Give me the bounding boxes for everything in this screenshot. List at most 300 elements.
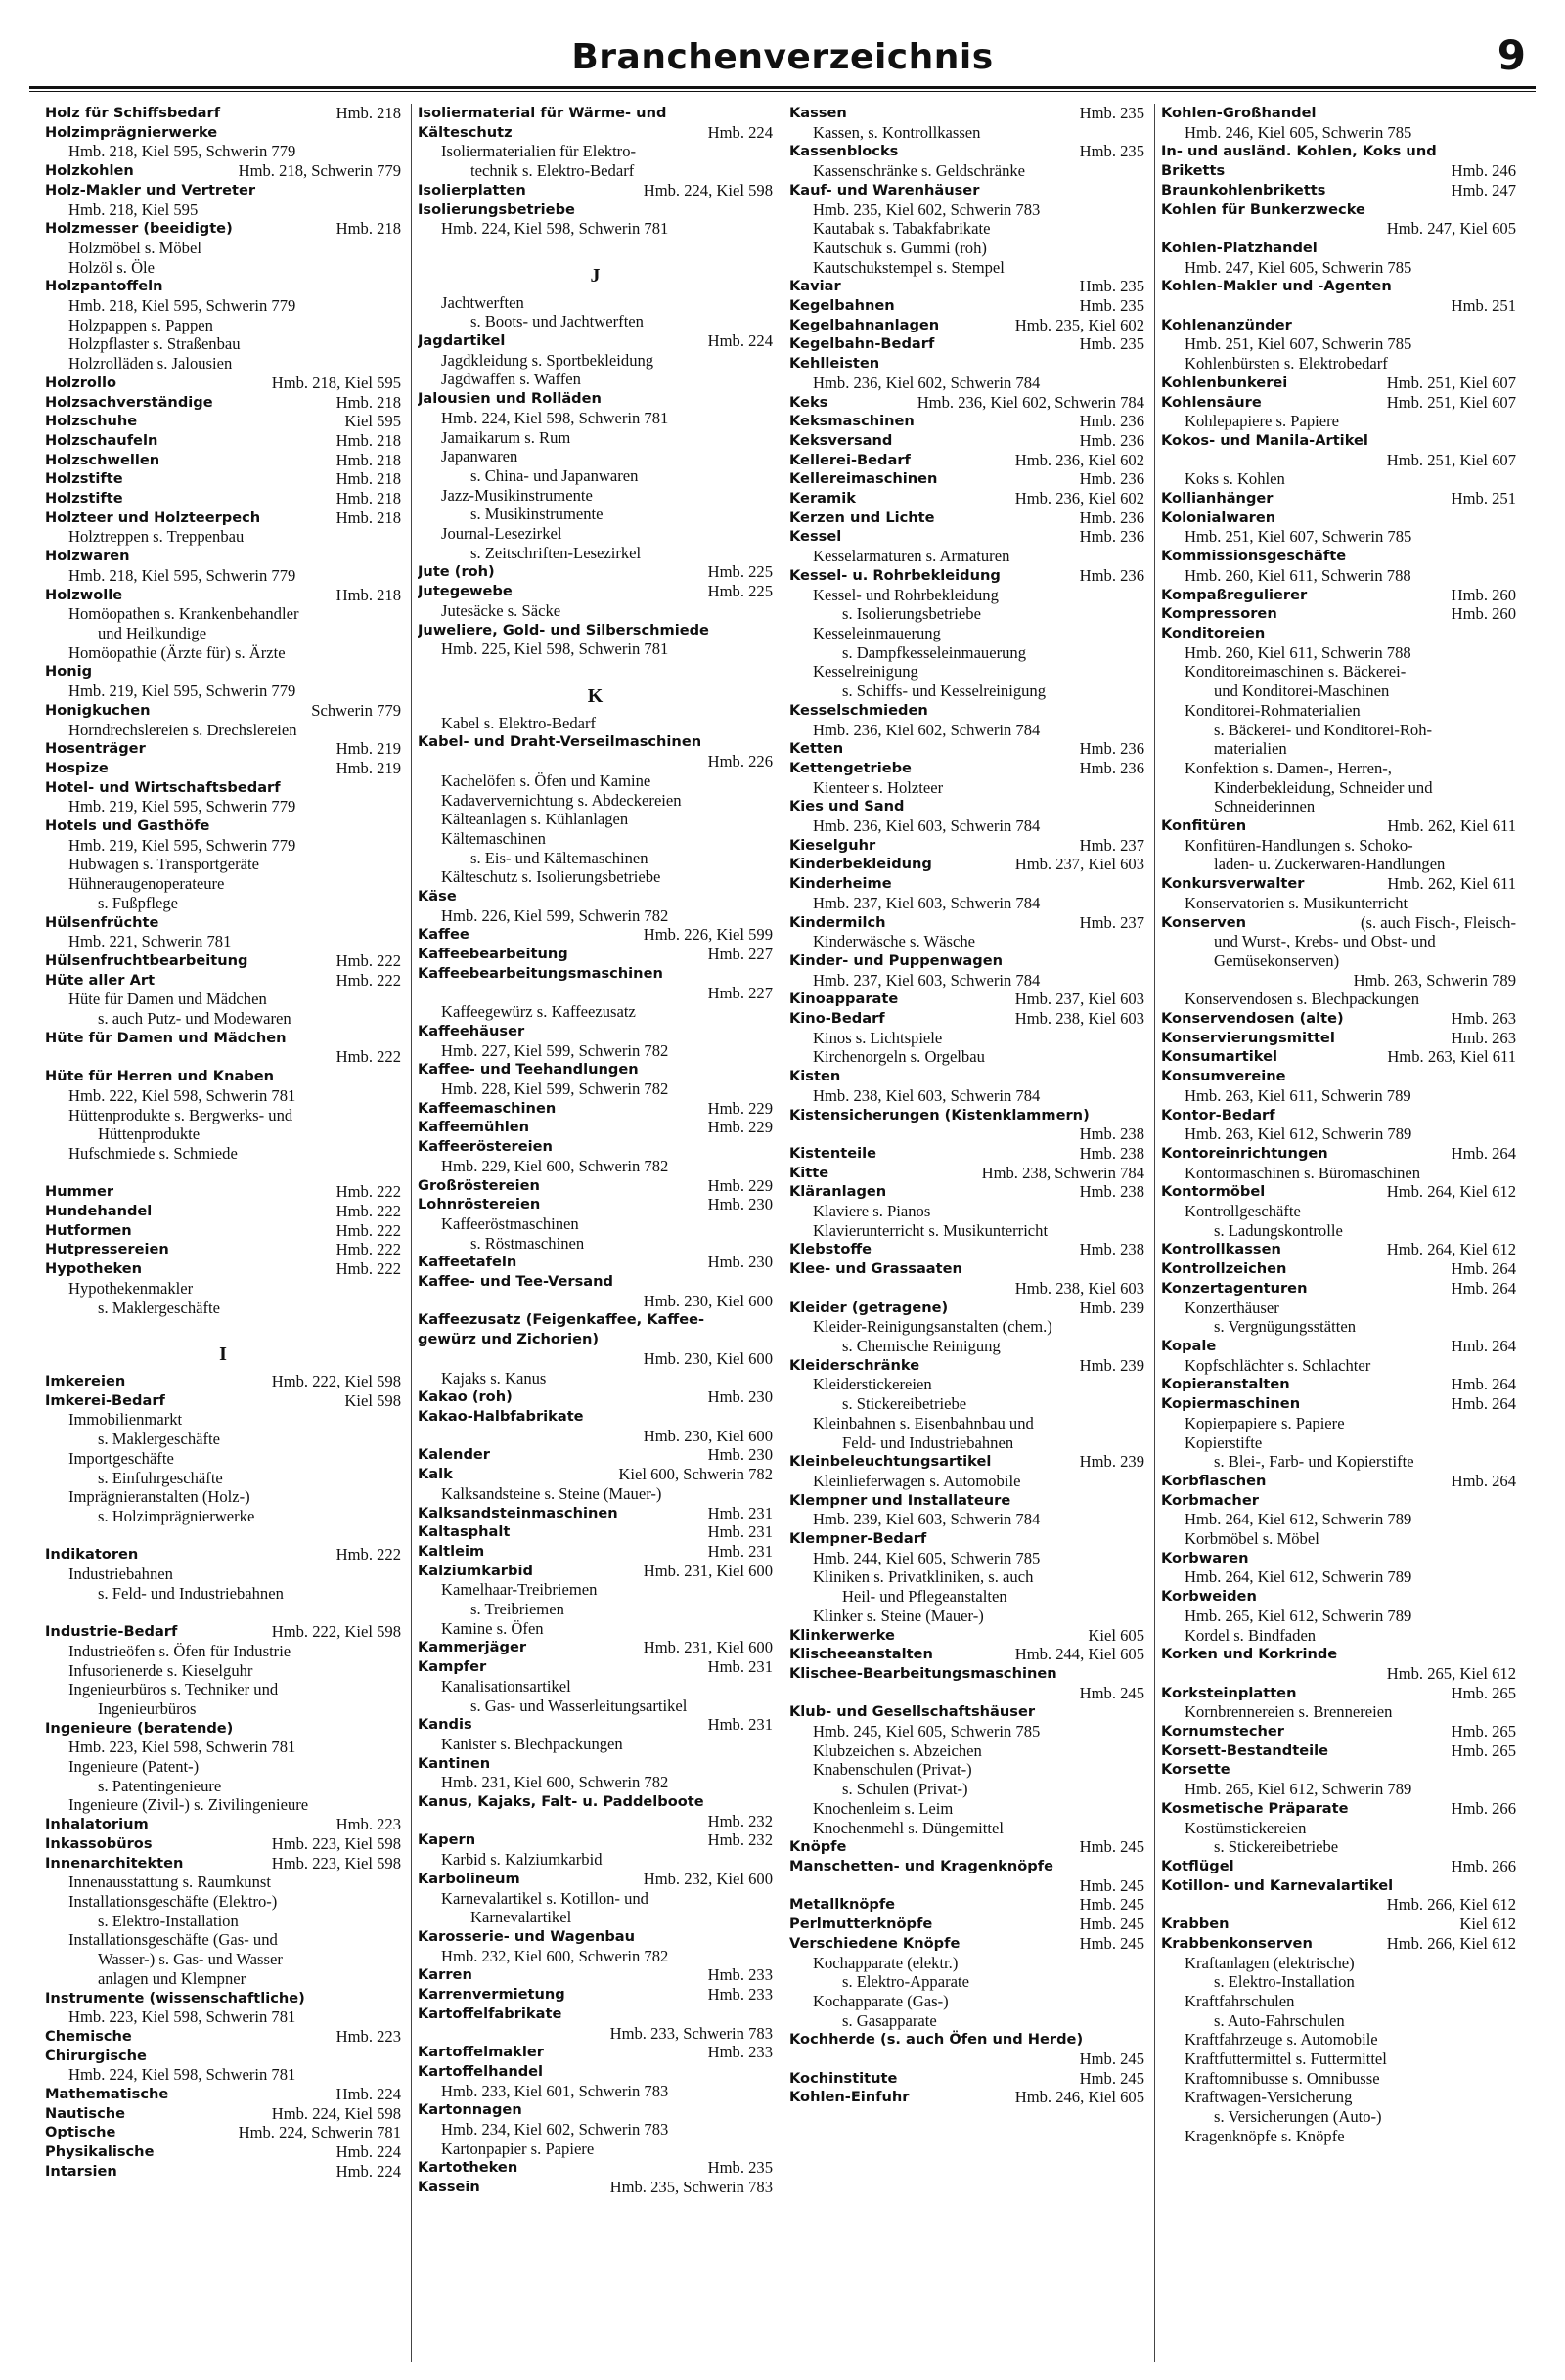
entry-text: Kantinen [418, 1754, 491, 1772]
entry-line [418, 810, 773, 829]
entry-line [789, 1202, 1144, 1221]
entry-line [418, 867, 773, 887]
entry-line [418, 1697, 773, 1716]
entry-line [789, 1086, 1144, 1106]
entry-line [45, 721, 401, 740]
entry-reference: Hmb. 232, Kiel 600 [643, 1869, 773, 1888]
entry-text: Hmb. 235, Kiel 602, Schwerin 783 [813, 199, 1041, 219]
entry-text: Hutpressereien [45, 1241, 169, 1258]
entry-line [1161, 1164, 1516, 1183]
entry-text: Kontoreinrichtungen [1161, 1144, 1328, 1162]
entry-line [418, 1234, 773, 1254]
entry-heading [1161, 1934, 1516, 1954]
entry-heading [45, 451, 401, 470]
entry-line [418, 1369, 773, 1388]
entry-text: Kleiderstickereien [813, 1375, 932, 1394]
entry-line [789, 1375, 1144, 1394]
entry-text: Chirurgische [45, 2047, 147, 2064]
entry-text: Installationsgeschäfte (Elektro-) [68, 1891, 278, 1911]
entry-text: Briketts [1161, 162, 1226, 180]
entry-heading [1161, 1375, 1516, 1394]
column-1 [39, 104, 411, 2362]
entry-heading [789, 1491, 1144, 1511]
entry-line [45, 1507, 401, 1526]
entry-text: Kaffeemaschinen [418, 1099, 557, 1117]
entry-text: Ingenieurbüros s. Techniker und [68, 1680, 279, 1699]
entry-line [418, 829, 773, 849]
entry-text: Korsett-Bestandteile [1161, 1741, 1329, 1759]
entry-text: Infusorienerde s. Kieselguhr [68, 1660, 253, 1680]
entry-text: Nautische [45, 2104, 126, 2122]
entry-text: Jachtwerften [441, 292, 524, 312]
entry-heading [45, 104, 401, 123]
entry-heading [45, 586, 401, 605]
entry-text: I [219, 1344, 227, 1365]
entry-reference: Hmb. 238 [1079, 1240, 1144, 1259]
entry-text: Hmb. 218, Kiel 595, Schwerin 779 [68, 142, 296, 161]
entry-text: Holzpappen s. Pappen [68, 315, 213, 334]
entry-heading [418, 1965, 773, 1985]
entry-text: s. Elektro-Installation [1214, 1972, 1355, 1992]
entry-line [789, 1567, 1144, 1587]
entry-heading [789, 1895, 1144, 1915]
entry-line [789, 662, 1144, 682]
entry-text: Kistenteile [789, 1144, 877, 1162]
entry-reference: Hmb. 247 [1451, 180, 1516, 199]
entry-text: Hosenträger [45, 740, 146, 758]
entry-heading [789, 874, 1144, 894]
entry-heading [45, 1029, 401, 1048]
entry-text: Holzwolle [45, 586, 123, 603]
entry-text: s. Bäckerei- und Konditorei-Roh- [1214, 720, 1433, 739]
entry-line [418, 771, 773, 791]
entry-line [45, 1487, 401, 1507]
entry-text: Honig [45, 663, 93, 681]
entry-heading [418, 1195, 773, 1214]
entry-text: Journal-Lesezirkel [441, 524, 562, 544]
entry-heading [418, 1562, 773, 1581]
entry-heading [1161, 874, 1516, 894]
entry-text: Kessel- u. Rohrbekleidung [789, 566, 1001, 584]
entry-line [1161, 1607, 1516, 1626]
entry-heading [45, 1545, 401, 1565]
entry-text: Kellerei-Bedarf [789, 451, 911, 468]
entry-text: Karbid s. Kalziumkarbid [441, 1850, 603, 1870]
entry-line [789, 1394, 1144, 1414]
entry-heading [789, 1009, 1144, 1029]
entry-reference: Hmb. 260 [1451, 604, 1516, 624]
entry-reference: Hmb. 232 [707, 1830, 773, 1850]
entry-text: Hmb. 223, Kiel 598, Schwerin 781 [68, 1738, 296, 1757]
entry-text: Kotillon- und Karnevalartikel [1161, 1876, 1394, 1894]
blank-line [45, 1526, 401, 1546]
entry-line [45, 1950, 401, 1969]
entry-heading [1161, 181, 1516, 200]
entry-text: Hühneraugenoperateure [68, 874, 225, 894]
entry-line [45, 1661, 401, 1681]
entry-text: Hotel- und Wirtschaftsbedarf [45, 778, 281, 796]
entry-text: Kleinbahnen s. Eisenbahnbau und [813, 1413, 1034, 1432]
entry-line [789, 1047, 1144, 1067]
entry-text: Holzstifte [45, 490, 123, 507]
entry-reference: Hmb. 262, Kiel 611 [1387, 816, 1516, 836]
entry-heading [45, 1372, 401, 1391]
entry-text: Kalziumkarbid [418, 1562, 533, 1579]
entry-text: technik s. Elektro-Bedarf [470, 161, 635, 181]
entry-heading [418, 2100, 773, 2120]
entry-heading [1161, 816, 1516, 836]
entry-reference: Hmb. 238, Kiel 603 [1014, 1278, 1144, 1298]
entry-text: s. Röstmaschinen [470, 1233, 585, 1253]
entry-heading [418, 1388, 773, 1407]
entry-text: Korbwaren [1161, 1549, 1249, 1566]
entry-text: Kaltleim [418, 1542, 485, 1560]
entry-heading [418, 331, 773, 351]
entry-line [418, 1850, 773, 1870]
entry-heading [789, 1837, 1144, 1857]
entry-text: Indikatoren [45, 1546, 139, 1564]
entry-line [1161, 1567, 1516, 1587]
page-title: Branchenverzeichnis [571, 37, 994, 77]
entry-reference: Hmb. 232 [707, 1811, 773, 1830]
entry-text: Holzmesser (beeidigte) [45, 220, 233, 238]
entry-line [45, 1086, 401, 1106]
entry-reference: Hmb. 218 [335, 219, 401, 239]
entry-text: Kadaververnichtung s. Abdeckereien [441, 790, 682, 810]
entry-heading [789, 797, 1144, 816]
entry-heading [45, 1259, 401, 1279]
entry-text: Karnevalartikel s. Kotillon- und [441, 1888, 648, 1908]
entry-line [789, 1819, 1144, 1838]
entry-reference: Hmb. 222 [335, 1259, 401, 1279]
entry-heading [45, 1815, 401, 1834]
entry-line [1161, 1124, 1516, 1144]
entry-text: s. Ladungskontrolle [1214, 1220, 1343, 1240]
entry-heading [1161, 1549, 1516, 1568]
entry-line [1161, 2011, 1516, 2031]
entry-reference: Hmb. 263 [1451, 1009, 1516, 1029]
entry-heading [45, 759, 401, 778]
entry-reference: Hmb. 251, Kiel 607 [1386, 373, 1516, 392]
entry-line [45, 1777, 401, 1796]
entry-reference: Hmb. 238 [1079, 1143, 1144, 1163]
entry-line [789, 200, 1144, 220]
entry-text: Korken und Korkrinde [1161, 1646, 1338, 1663]
entry-heading [45, 951, 401, 971]
entry-reference: Kiel 598 [344, 1390, 401, 1410]
entry-line [789, 1549, 1144, 1568]
entry-text: Kohlen-Einfuhr [789, 2089, 910, 2106]
entry-text: Kinos s. Lichtspiele [813, 1028, 943, 1047]
entry-line [1161, 412, 1516, 431]
entry-text: Kabel- und Draht-Verseilmaschinen [418, 733, 702, 751]
entry-line [1161, 1202, 1516, 1221]
entry-reference: Hmb. 235 [707, 2158, 773, 2178]
entry-heading [418, 945, 773, 964]
entry-heading [789, 1164, 1144, 1183]
entry-reference: Hmb. 245 [1079, 2049, 1144, 2069]
entry-heading [45, 374, 401, 393]
entry-text: Verschiedene Knöpfe [789, 1934, 961, 1952]
entry-text: s. Eis- und Kältemaschinen [470, 848, 648, 867]
entry-text: Industrieöfen s. Öfen für Industrie [68, 1641, 291, 1660]
entry-reference: Hmb. 246, Kiel 605 [1014, 2088, 1144, 2107]
entry-line [418, 1080, 773, 1099]
entry-heading [789, 566, 1144, 586]
entry-reference: Hmb. 224 [707, 122, 773, 142]
entry-text: Konditoreimaschinen s. Bäckerei- [1185, 662, 1407, 682]
entry-line [45, 1449, 401, 1469]
entry-text: Kontor-Bedarf [1161, 1106, 1275, 1124]
entry-reference: Hmb. 236 [1079, 739, 1144, 759]
entry-reference: Hmb. 222 [335, 1047, 401, 1067]
entry-text: Kraftanlagen (elektrische) [1185, 1953, 1355, 1972]
entry-text: Hmb. 245, Kiel 605, Schwerin 785 [813, 1722, 1041, 1741]
entry-reference: Hmb. 236, Kiel 602, Schwerin 784 [917, 392, 1144, 412]
entry-heading [418, 1445, 773, 1465]
entry-line [45, 932, 401, 951]
entry-text: Klub- und Gesellschaftshäuser [789, 1703, 1036, 1721]
entry-heading [789, 1144, 1144, 1164]
entry-heading [45, 2027, 401, 2047]
blank-line [45, 1317, 401, 1337]
entry-text: s. Einfuhrgeschäfte [98, 1468, 223, 1487]
entry-line [1161, 527, 1516, 547]
entry-line [1161, 990, 1516, 1009]
entry-text: Kabel s. Elektro-Bedarf [441, 713, 597, 732]
entry-text: Hmb. 264, Kiel 612, Schwerin 789 [1185, 1510, 1412, 1529]
entry-reference: Hmb. 230 [707, 1253, 773, 1272]
entry-text: Kassen, s. Kontrollkassen [813, 122, 981, 142]
entry-heading [1161, 161, 1516, 181]
entry-text: Hummer [45, 1183, 114, 1201]
entry-line [45, 855, 401, 874]
entry-text: Hmb. 236, Kiel 602, Schwerin 784 [813, 720, 1041, 739]
entry-heading [789, 1529, 1144, 1549]
entry-text: s. Feld- und Industriebahnen [98, 1583, 284, 1603]
entry-text: Kaffeetafeln [418, 1254, 517, 1271]
entry-text: Kessel [789, 528, 842, 546]
entry-text: s. Schiffs- und Kesselreinigung [842, 682, 1047, 701]
entry-text: Kauf- und Warenhäuser [789, 181, 980, 198]
entry-text: Konditorei-Rohmaterialien [1185, 700, 1361, 720]
entry-text: Hmb. 229, Kiel 600, Schwerin 782 [441, 1156, 669, 1175]
entry-line [789, 721, 1144, 740]
entry-reference: Hmb. 229 [707, 1098, 773, 1118]
entry-heading [418, 925, 773, 945]
entry-line [45, 1795, 401, 1815]
entry-text: Jamaikarum s. Rum [441, 427, 571, 447]
entry-text: Koks s. Kohlen [1185, 469, 1285, 489]
entry-text: Isoliermaterial für Wärme- und [418, 105, 667, 121]
entry-heading [418, 2005, 773, 2024]
entry-text: Kautschuk s. Gummi (roh) [813, 238, 987, 257]
entry-reference: Hmb. 236 [1079, 527, 1144, 547]
entry-reference: Hmb. 260 [1451, 585, 1516, 604]
entry-text: Juweliere, Gold- und Silberschmiede [418, 621, 709, 639]
entry-text: Kapern [418, 1831, 476, 1849]
entry-line [789, 778, 1144, 798]
entry-text: Holzwaren [45, 548, 130, 565]
entry-text: Jagdartikel [418, 332, 506, 350]
entry-line [1161, 566, 1516, 586]
entry-reference: Hmb. 237 [1079, 835, 1144, 855]
entry-text: Kalksandsteine s. Steine (Mauer-) [441, 1483, 662, 1503]
entry-text: s. Elektro-Installation [98, 1911, 239, 1930]
entry-reference: Hmb. 222 [335, 1182, 401, 1202]
entry-line [45, 1144, 401, 1164]
entry-line [418, 1041, 773, 1061]
entry-line [1161, 1221, 1516, 1241]
entry-line [1161, 739, 1516, 759]
entry-reference: Hmb. 245 [1079, 1875, 1144, 1895]
entry-reference: Hmb. 226 [707, 752, 773, 771]
entry-text: Kassenschränke s. Geldschränke [813, 161, 1026, 181]
entry-line [418, 486, 773, 506]
entry-heading [789, 469, 1144, 489]
entry-heading [1161, 1106, 1516, 1125]
entry-text: Hmb. 238, Kiel 603, Schwerin 784 [813, 1085, 1041, 1105]
entry-heading [1161, 1684, 1516, 1703]
entry-text: Holzsachverständige [45, 393, 213, 411]
entry-line [418, 1812, 773, 1831]
entry-line [418, 428, 773, 448]
entry-text: Hmb. 237, Kiel 603, Schwerin 784 [813, 970, 1041, 990]
entry-line [418, 524, 773, 544]
entry-text: Konfitüren-Handlungen s. Schoko- [1185, 835, 1413, 855]
entry-reference: Hmb. 233 [707, 2043, 773, 2062]
entry-heading [789, 431, 1144, 451]
entry-text: s. Isolierungsbetriebe [842, 604, 981, 624]
entry-reference: Hmb. 264 [1451, 1259, 1516, 1279]
entry-line [789, 239, 1144, 258]
entry-text: Kochapparate (Gas-) [813, 1991, 949, 2010]
entry-text: Kornbrennereien s. Brennereien [1185, 1702, 1393, 1722]
entry-line [418, 1677, 773, 1697]
entry-line [418, 2139, 773, 2159]
entry-line [45, 200, 401, 220]
entry-text: Kostümstickereien [1185, 1818, 1307, 1837]
blank-line [45, 1164, 401, 1183]
entry-text: Kartoffelmakler [418, 2044, 544, 2061]
entry-heading [789, 2088, 1144, 2107]
entry-heading [1161, 1876, 1516, 1896]
entry-text: Kotflügel [1161, 1857, 1234, 1874]
entry-line [418, 293, 773, 313]
entry-text: Karnevalartikel [470, 1908, 572, 1927]
entry-text: Hmb. 228, Kiel 599, Schwerin 782 [441, 1080, 669, 1099]
entry-text: Kaffeegewürz s. Kaffeezusatz [441, 1002, 636, 1022]
entry-heading [789, 1915, 1144, 1934]
entry-heading [418, 2178, 773, 2197]
entry-line [45, 1430, 401, 1449]
entry-heading [418, 1870, 773, 1889]
entry-text: s. Blei-, Farb- und Kopierstifte [1214, 1452, 1414, 1472]
entry-heading [1161, 1067, 1516, 1086]
entry-line [789, 1029, 1144, 1048]
entry-line [1161, 643, 1516, 663]
entry-text: Optische [45, 2124, 116, 2141]
entry-text: Keksmaschinen [789, 413, 915, 430]
entry-reference: Hmb. 218 [335, 585, 401, 604]
entry-heading [418, 2062, 773, 2082]
entry-text: Korbweiden [1161, 1588, 1257, 1606]
entry-heading [418, 1253, 773, 1272]
entry-reference: Hmb. 235, Schwerin 783 [609, 2178, 773, 2197]
entry-text: Holzrolläden s. Jalousien [68, 354, 233, 374]
entry-text: Kanister s. Blechpackungen [441, 1734, 623, 1753]
entry-text: Ingenieure (beratende) [45, 1719, 234, 1737]
entry-text: Kordel s. Bindfaden [1185, 1625, 1317, 1645]
entry-heading [45, 1240, 401, 1259]
entry-text: Kälteanlagen s. Kühlanlagen [441, 810, 629, 829]
entry-line [45, 1873, 401, 1892]
entry-heading [418, 1176, 773, 1196]
entry-text: s. Vergnügungsstätten [1214, 1317, 1357, 1337]
entry-line [45, 1757, 401, 1777]
entry-heading [45, 2085, 401, 2104]
entry-reference: Hmb. 263, Kiel 611 [1387, 1047, 1516, 1067]
entry-heading [45, 161, 401, 181]
entry-text: Kontormöbel [1161, 1183, 1266, 1201]
entry-text: Klischee-Bearbeitungsmaschinen [789, 1664, 1057, 1682]
entry-line [1161, 123, 1516, 143]
entry-text: Kopierstifte [1185, 1432, 1263, 1452]
entry-text: Jute (roh) [418, 563, 495, 581]
column-2 [411, 104, 782, 2362]
entry-heading [789, 701, 1144, 721]
blank-line [418, 239, 773, 258]
entry-heading [789, 334, 1144, 354]
entry-heading [789, 1934, 1144, 1954]
entry-heading [1161, 624, 1516, 643]
entry-line [45, 239, 401, 258]
entry-reference: Hmb. 224 [707, 331, 773, 351]
entry-text: Kammerjäger [418, 1639, 527, 1656]
entry-reference: Hmb. 264 [1451, 1143, 1516, 1163]
entry-text: Konkursverwalter [1161, 875, 1305, 893]
entry-text: Kalksandsteinmaschinen [418, 1504, 618, 1521]
entry-text: Hypothekenmakler [68, 1278, 194, 1298]
entry-line [1161, 2049, 1516, 2069]
entry-line [1161, 2107, 1516, 2127]
entry-text: s. China- und Japanwaren [470, 465, 639, 485]
entry-text: Kaviar [789, 278, 841, 295]
entry-text: s. Patentingenieure [98, 1776, 222, 1795]
entry-reference: Hmb. 264 [1451, 1394, 1516, 1414]
entry-heading [418, 1118, 773, 1137]
entry-reference: Hmb. 235 [1079, 104, 1144, 122]
entry-heading [1161, 316, 1516, 335]
entry-text: Kassein [418, 2179, 480, 2196]
entry-line [418, 1214, 773, 1234]
entry-text: Kraftomnibusse s. Omnibusse [1185, 2068, 1380, 2088]
entry-reference: Hmb. 236 [1079, 412, 1144, 431]
entry-heading [418, 123, 773, 143]
entry-reference: Hmb. 226, Kiel 599 [643, 925, 773, 945]
entry-line [45, 643, 401, 663]
entry-heading [45, 1391, 401, 1411]
entry-reference: Hmb. 266 [1451, 1856, 1516, 1875]
entry-text: Isolierplatten [418, 181, 526, 198]
entry-reference: Hmb. 231 [707, 1503, 773, 1522]
entry-line [789, 1780, 1144, 1799]
entry-text: Kisten [789, 1068, 841, 1085]
entry-line [418, 351, 773, 371]
entry-line [418, 312, 773, 331]
entry-text: Kinder- und Puppenwagen [789, 951, 1004, 969]
entry-text: Jazz-Musikinstrumente [441, 485, 593, 505]
